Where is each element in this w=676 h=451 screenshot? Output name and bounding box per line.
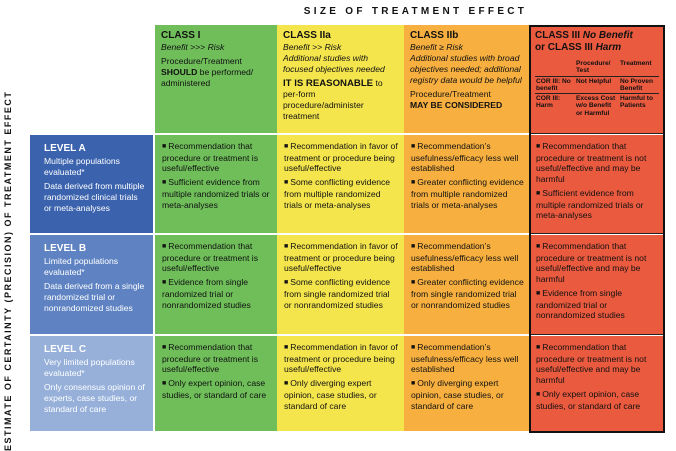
- level-b-name: LEVEL B: [44, 243, 87, 254]
- cor-row-no-benefit: COR III: No benefit: [535, 76, 575, 94]
- level-column-divider: [153, 135, 155, 431]
- level-b-data: Data derived from a single randomized trial or nonrandomized studies: [44, 281, 145, 313]
- level-c-name: LEVEL C: [44, 344, 87, 355]
- certainty-estimate-title: ESTIMATE OF CERTAINTY (PRECISION) OF TREATMENT EFFECT: [3, 90, 13, 451]
- level-b-label: [30, 235, 153, 334]
- class-2a-name: CLASS IIa: [283, 30, 331, 41]
- class-2a-benefit: Benefit >> Risk: [283, 42, 342, 52]
- class-2b-action-line2: MAY BE CONSIDERED: [410, 100, 503, 110]
- header-divider: [155, 133, 529, 135]
- cell-level-a-class-2a: ■ Recommendation in favor of treatment or procedure being useful/effective ■ Some conflicting evidence from multiple randomized trials or meta-analyses: [277, 135, 404, 233]
- class-3-header-divider: [529, 133, 665, 134]
- cell-level-b-class-3: ■ Recommendation that procedure or treatment is not useful/effective and may be harmful ■ Evidence from single randomized trial or nonrandomized studies: [529, 235, 665, 334]
- cell-level-b-class-1: ■ Recommendation that procedure or treatment is useful/effective ■ Evidence from single randomized trial or nonrandomized studies: [155, 235, 277, 334]
- class-1-action-line1: Procedure/Treatment: [161, 56, 242, 66]
- class-2a-action: IT IS REASONABLE to per-form procedure/administer treatment: [283, 78, 383, 121]
- cor-no-benefit-treatment: No Proven Benefit: [619, 76, 659, 94]
- level-a-name: LEVEL A: [44, 143, 86, 154]
- cor-harm-test: Excess Cost w/o Benefit or Harmful: [575, 94, 619, 118]
- row-divider-1: [30, 233, 529, 235]
- level-c-label: [30, 336, 153, 431]
- class-2a-studies: Additional studies with focused objectives needed: [283, 53, 385, 74]
- cor-row-harm: COR III: Harm: [535, 94, 575, 118]
- cell-level-c-class-3: ■ Recommendation that procedure or treatment is not useful/effective and may be harmful ■ Only expert opinion, case studies, or standard of care: [529, 336, 665, 431]
- level-b-populations: Limited populations evaluated*: [44, 256, 119, 277]
- cell-level-a-class-1: ■ Recommendation that procedure or treatment is useful/effective ■ Sufficient evidence from multiple randomized trials or meta-analyses: [155, 135, 277, 233]
- class-3-header: [529, 25, 665, 133]
- row-divider-2: [30, 334, 529, 336]
- class-2b-benefit: Benefit ≥ Risk: [410, 42, 463, 52]
- cell-level-c-class-2b: ■ Recommendation’s usefulness/efficacy less well established ■ Only diverging expert opinion, case studies, or standard of care: [404, 336, 529, 431]
- class-2b-header: [404, 25, 529, 133]
- class-2b-action-line1: Procedure/Treatment: [410, 89, 491, 99]
- level-c-data: Only consensus opinion of experts, case studies, or standard of care: [44, 382, 145, 414]
- cell-level-a-class-2b: ■ Recommendation’s usefulness/efficacy less well established ■ Greater conflicting evidence from multiple randomized trials or meta-analyses: [404, 135, 529, 233]
- cell-level-c-class-1: ■ Recommendation that procedure or treatment is useful/effective ■ Only expert opinion, case studies, or standard of care: [155, 336, 277, 431]
- cell-level-b-class-2a: ■ Recommendation in favor of treatment or procedure being useful/effective ■ Some conflicting evidence from single randomized trial or nonrandomized studies: [277, 235, 404, 334]
- class-1-name: CLASS I: [161, 30, 201, 41]
- class-1-benefit: Benefit >>> Risk: [161, 42, 225, 52]
- class-3-row-divider-1: [529, 233, 665, 234]
- cell-level-c-class-2a: ■ Recommendation in favor of treatment or procedure being useful/effective ■ Only diverging expert opinion, case studies, or standard of care: [277, 336, 404, 431]
- size-of-treatment-effect-title: SIZE OF TREATMENT EFFECT: [303, 6, 528, 17]
- cor-table: [535, 59, 659, 118]
- level-a-label: [30, 135, 153, 233]
- level-a-data: Data derived from multiple randomized clinical trials or meta-analyses: [44, 181, 145, 213]
- class-2b-studies: Additional studies with broad objectives needed; additional registry data would be helpful: [410, 53, 522, 85]
- level-c-populations: Very limited populations evaluated*: [44, 357, 135, 378]
- cor-col-treatment: Treatment: [620, 60, 652, 67]
- cell-level-b-class-2b: ■ Recommendation’s usefulness/efficacy less well established ■ Greater conflicting evidence from single randomized trial or nonrandomized studies: [404, 235, 529, 334]
- level-a-populations: Multiple populations evaluated*: [44, 156, 120, 177]
- class-2b-name: CLASS IIb: [410, 30, 459, 41]
- cor-no-benefit-test: Not Helpful: [575, 76, 619, 94]
- class-2a-header: [277, 25, 404, 133]
- cor-harm-treatment: Harmful to Patients: [619, 94, 659, 118]
- cor-col-test: Procedure/ Test: [576, 60, 611, 75]
- class-1-action-line2: SHOULD be performed/ administered: [161, 67, 254, 88]
- class-3-row-divider-2: [529, 334, 665, 335]
- class-3-name: CLASS III No Benefit or CLASS III Harm: [535, 30, 633, 53]
- class-1-header: [155, 25, 277, 133]
- cell-level-a-class-3: ■ Recommendation that procedure or treatment is not useful/effective and may be harmful ■ Sufficient evidence from multiple randomized trials or meta-analyses: [529, 135, 665, 233]
